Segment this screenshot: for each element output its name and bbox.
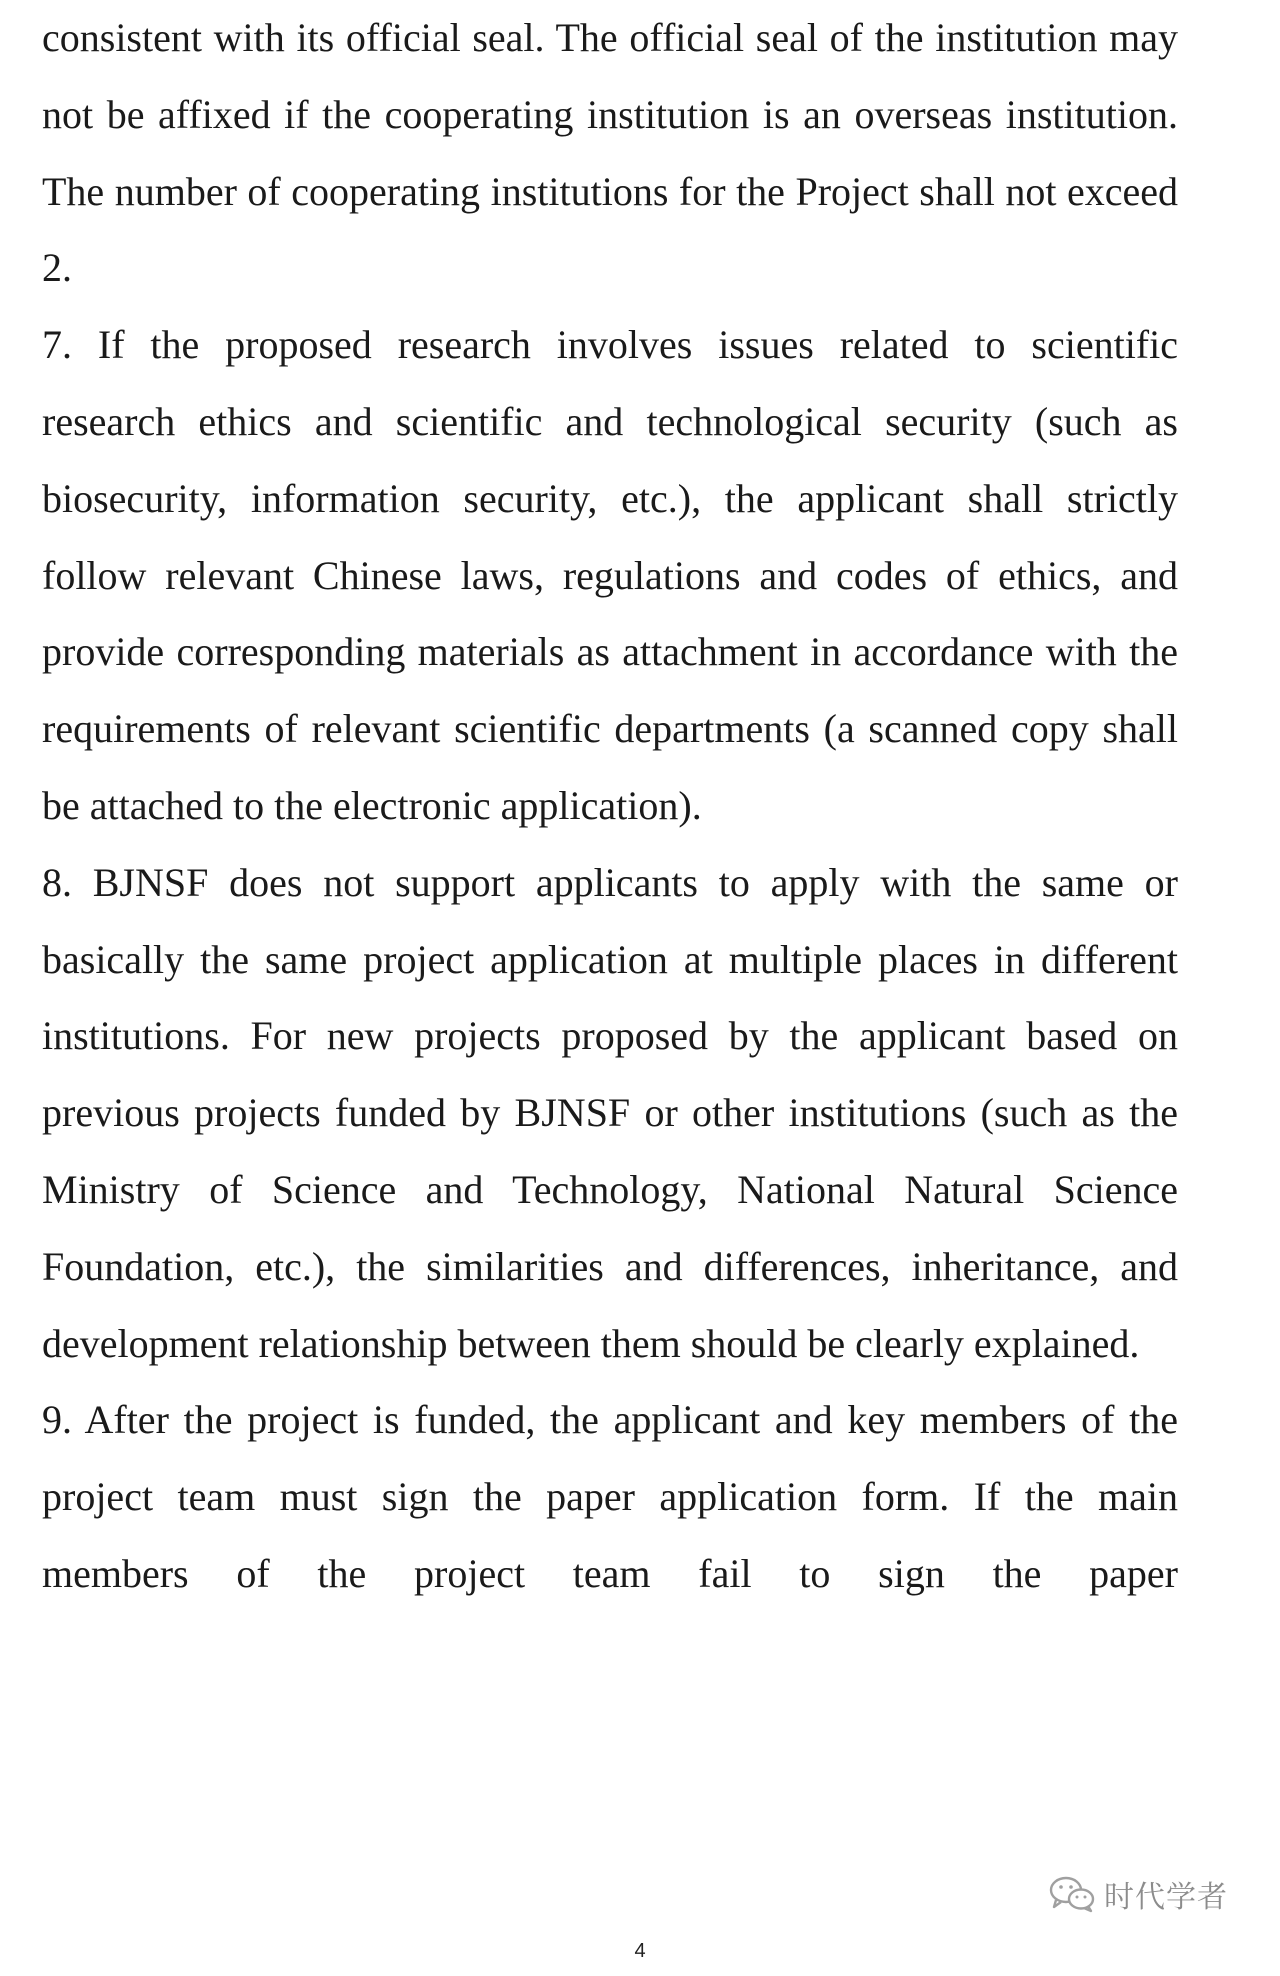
watermark [1048, 1870, 1228, 1918]
watermark-text: 时代学者 [1104, 1880, 1228, 1915]
wechat-icon [1048, 1874, 1096, 1914]
paragraph-6-continuation: consistent with its official seal. The official seal of the institution may not be affixed if the cooperating institution is an overseas institution. The number of cooperating institutions for the Project shall not exceed 2. [42, 15, 1178, 291]
paragraph-7: 7. If the proposed research involves issues related to scientific research ethics and scientific and technological security (such as biosecurity, information security, etc.), the applicant shall strictly follow relevant Chinese laws, regulations and codes of ethics, and provide corresponding materials as attachment in accordance with the requirements of relevant scientific departments (a scanned copy shall be attached to the electronic application). [42, 322, 1178, 828]
page-number: 4 [634, 1940, 646, 1962]
paragraph-9: 9. After the project is funded, the applicant and key members of the project team must sign the paper application form. If the main members of the project team fail to sign the paper [42, 1397, 1178, 1596]
paragraph-8: 8. BJNSF does not support applicants to apply with the same or basically the same project application at multiple places in different institutions. For new projects proposed by the applicant based on previous projects funded by BJNSF or other institutions (such as the Ministry of Science and Technology, National Natural Science Foundation, etc.), the similarities and differences, inheritance, and development relationship between them should be clearly explained. [42, 859, 1178, 1366]
document-body [42, 0, 1178, 1613]
